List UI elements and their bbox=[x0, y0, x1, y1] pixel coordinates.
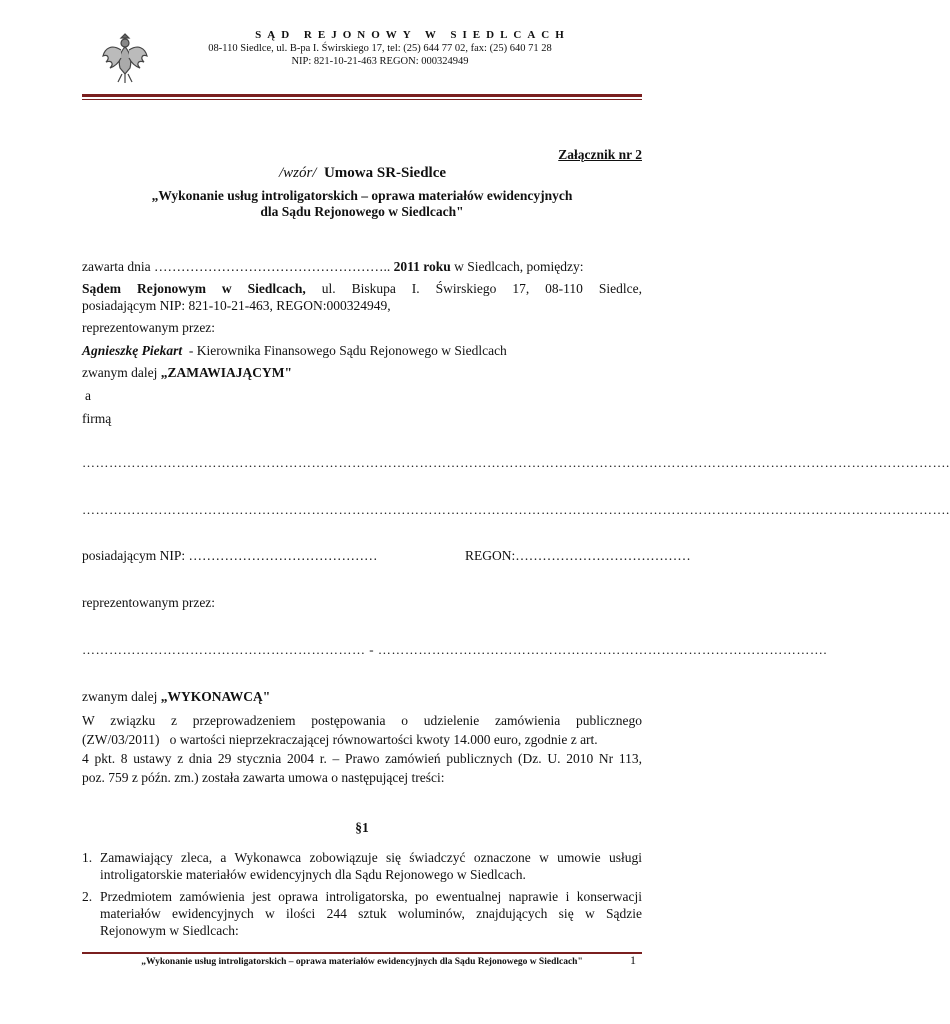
subject-line-1: „Wykonanie usług introligatorskich – oprawa materiałów ewidencyjnych bbox=[151, 188, 573, 203]
item1-line-2: introligatorskie materiałów ewidencyjnych dla Sądu Rejonowego w Siedlcach. bbox=[100, 867, 526, 882]
contractor-label: „WYKONAWCĄ" bbox=[160, 689, 271, 704]
concluded-prefix: zawarta dnia …………………………………………….. bbox=[82, 259, 391, 274]
firm-label: firmą bbox=[82, 411, 112, 426]
subject-line-2: dla Sądu Rejonowego w Siedlcach" bbox=[260, 204, 464, 219]
nip-field: posiadającym NIP: …………………………………… bbox=[82, 548, 378, 563]
concluded-suffix: w Siedlcach, pomiędzy: bbox=[454, 259, 584, 274]
contract-title-line bbox=[0, 165, 725, 182]
party1-ids: posiadającym NIP: 821-10-21-463, REGON:000324949, bbox=[82, 298, 391, 313]
court-name: SĄD REJONOWY W SIEDLCACH bbox=[255, 29, 570, 41]
representative-line bbox=[82, 342, 507, 359]
intro-line-4: poz. 759 z późn. zm.) została zawarta umowa o następującej treści: bbox=[82, 770, 445, 785]
orderer-label: „ZAMAWIAJĄCYM" bbox=[160, 365, 292, 380]
court-ids: NIP: 821-10-21-463 REGON: 000324949 bbox=[291, 56, 469, 67]
intro-line-1: W związku z przeprowadzeniem postępowania o udzielenie zamówienia publicznego bbox=[82, 713, 642, 728]
item2-line-3: Rejonowym w Siedlcach: bbox=[100, 923, 239, 938]
item1-number: 1. bbox=[82, 850, 93, 865]
template-label: /wzór/ bbox=[278, 165, 317, 181]
and-word: a bbox=[85, 388, 91, 403]
header-rule bbox=[82, 94, 642, 97]
item1-line-1: Zamawiający zleca, a Wykonawca zobowiązuje się świadczyć oznaczone w umowie usługi bbox=[100, 850, 642, 865]
intro-line-2: (ZW/03/2011) o wartości nieprzekraczającej równowartości kwoty 14.000 euro, zgodnie z art. bbox=[82, 732, 598, 747]
page-number: 1 bbox=[630, 953, 636, 967]
firm-dots-line-2: …………………………………………………………………………………………………………………………………………………………………………. bbox=[82, 502, 950, 517]
header-rule-thin bbox=[82, 99, 642, 100]
called-prefix: zwanym dalej bbox=[82, 365, 158, 380]
party1-line bbox=[82, 280, 642, 297]
represented-by-2: reprezentowanym przez: bbox=[82, 595, 216, 610]
contract-title: Umowa SR-Siedlce bbox=[323, 165, 447, 181]
intro-line-3: 4 pkt. 8 ustawy z dnia 29 stycznia 2004 r. – Prawo zamówień publicznych (Dz. U. 2010 Nr 113, bbox=[82, 751, 642, 766]
representative-role: - Kierownika Finansowego Sądu Rejonowego w Siedlcach bbox=[188, 343, 507, 358]
concluded-year: 2011 roku bbox=[393, 259, 451, 274]
section-heading: §1 bbox=[355, 820, 369, 835]
footer-text: „Wykonanie usług introligatorskich – oprawa materiałów ewidencyjnych dla Sądu Rejonowego w Siedlcach" bbox=[141, 957, 583, 967]
called-prefix-2: zwanym dalej bbox=[82, 689, 158, 704]
firm-dots-line-1: …………………………………………………………………………………………………………………………………………………………………………. bbox=[82, 455, 950, 470]
regon-field: REGON:………………………………… bbox=[465, 548, 691, 563]
called-orderer-line bbox=[82, 364, 292, 381]
attachment-label: Załącznik nr 2 bbox=[558, 147, 642, 162]
item2-line-2: materiałów ewidencyjnych w ilości 244 sztuk woluminów, znajdujących się w Sądzie bbox=[100, 906, 642, 921]
item2-line-1: Przedmiotem zamówienia jest oprawa introligatorska, po ewentualnej naprawie i konserwacji bbox=[100, 889, 642, 904]
represented-by: reprezentowanym przez: bbox=[82, 320, 216, 335]
party1-name: Sądem Rejonowym w Siedlcach, bbox=[82, 281, 306, 296]
item2-number: 2. bbox=[82, 889, 93, 904]
footer-rule bbox=[82, 952, 642, 954]
party1-address: ul. Biskupa I. Świrskiego 17, 08-110 Siedlce, bbox=[321, 281, 642, 296]
representative-dots: ……………………………………………………… - ………………………………………………………………………………………. bbox=[82, 642, 828, 657]
concluded-line bbox=[82, 258, 642, 275]
representative-name: Agnieszkę Piekart bbox=[82, 343, 183, 358]
court-address: 08-110 Siedlce, ul. B-pa I. Świrskiego 17, tel: (25) 644 77 02, fax: (25) 640 71 28 bbox=[208, 43, 552, 54]
called-contractor-line bbox=[82, 688, 270, 705]
